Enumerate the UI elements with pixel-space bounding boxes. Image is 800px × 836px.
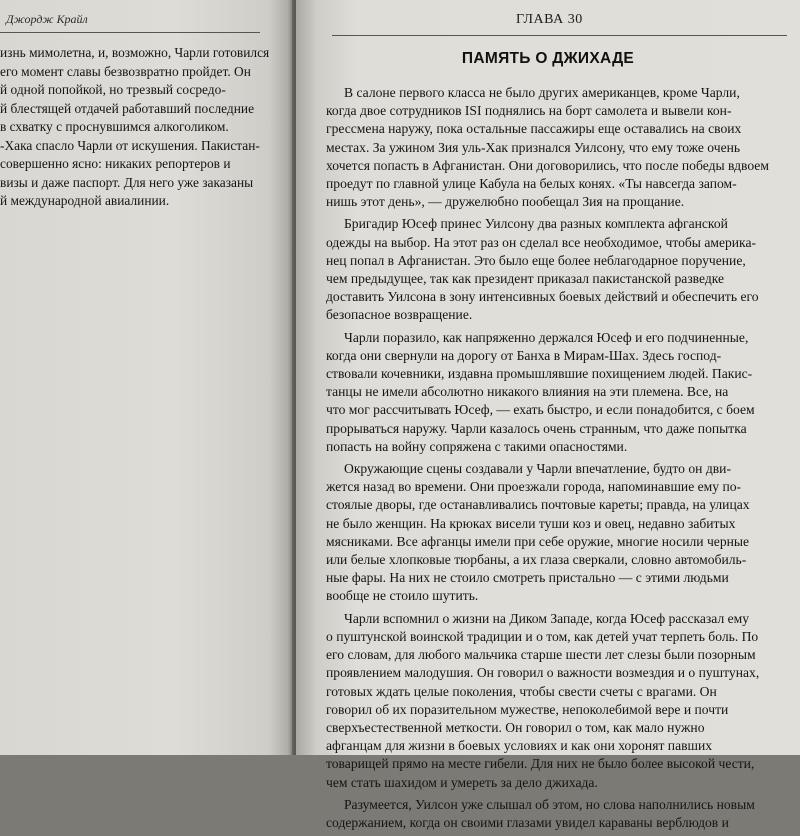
right-page [296,0,800,830]
paragraph [326,329,778,456]
text-line: прорываться наружу. Чарли казалось очень странным, что даже попытка [326,420,747,436]
text-line: говорил об их поразительном мужестве, непоколебимой вере и почти [326,701,729,717]
paragraph [326,84,778,211]
running-header: Джордж Крайл [6,12,88,26]
text-line: визы и даже паспорт. Для него уже заказаны [0,174,254,190]
text-line: готовых ждать целые поколения, чтобы свести счеты с врагами. Он [326,683,717,699]
text-line: когда они свернули на дорогу от Банха в Мирам-Шах. Здесь господ- [326,347,722,363]
text-line: его словам, для любого мальчика старше шести лет слезы были позорным [326,647,756,663]
text-line: нишь этот день», — дружелюбно пообещал Зия на прощание. [326,194,685,210]
text-line: ные фары. На них не стоило смотреть пристально — с этими людьми [326,570,729,586]
text-line: попасть на войну сопряжена с такими опасностями. [326,438,628,454]
text-line: стоялые дворы, где останавливались почтовые кареты; правда, на улицах [326,497,750,513]
text-line: доставить Уилсона в зону интенсивных боевых действий и обеспечить его [326,289,759,305]
text-line: грессмена наружу, пока остальные пассажиры еще оставались на своих [326,121,742,137]
chapter-label: ГЛАВА 30 [516,12,583,27]
text-line: чем стать шахидом и умереть за дело джихада. [326,774,598,790]
paragraph [326,796,778,832]
text-line: проедут по главной улице Кабула на белых конях. «Ты навсегда запом- [326,176,737,192]
header-rule [0,32,260,33]
left-page [0,0,292,755]
text-line: й блестящей отдачей работавший последние [0,100,255,116]
text-line: афганцам для жизни в боевых условиях и как они хоронят павших [326,738,713,754]
text-line: совершенно ясно: никаких репортеров и [0,156,231,171]
text-line: В салоне первого класса не было других американцев, кроме Чарли, [344,85,740,100]
text-line: чем предыдущее, так как президент приказал пакистанской разведке [326,271,725,287]
text-line: й одной попойкой, но трезвый сосредо- [0,82,226,97]
text-line: танцы не имели абсолютно никакого влияния на эти племена. Все, на [326,384,729,400]
text-line: не было женщин. На крюках висели туши коз и овец, недавно забитых [326,515,736,531]
text-line: или белые хлопковые тюрбаны, а их глаза сверкали, словно автомобиль- [326,552,747,568]
text-line: одежды на выбор. На этот раз он сделал все необходимое, чтобы америка- [326,234,757,250]
chapter-body [326,84,778,836]
text-line: что мог рассчитывать Юсеф, — ехать быстро, и если понадобится, с боем [326,402,755,418]
paragraph [326,215,778,324]
text-line: в схватку с проснувшимся алкоголиком. [0,119,229,134]
text-line: проявлением малодушия. Он говорил о важности возмездия и о пуштунах, [326,665,760,681]
text-line: нец попал в Афганистан. Это было еще более неблагодарное поручение, [326,252,746,268]
text-line: безопасное возвращение. [326,307,473,323]
text-line: Окружающие сцены создавали у Чарли впечатление, будто он дви- [344,461,731,477]
text-line: -Хака спасло Чарли от искушения. Пакистан- [0,137,260,153]
text-line: Чарли вспомнил о жизни на Диком Западе, когда Юсеф рассказал ему [344,610,750,626]
text-line: мясниками. Все афганцы имели при себе оружие, многие носили черные [326,533,750,549]
text-line: товарищей прямо на месте гибели. Для них не было более высокой чести, [326,756,755,772]
text-line: Бригадир Юсеф принес Уилсону два разных комплекта афганской [344,216,728,232]
left-page-text [0,44,270,211]
text-line: вообще не стоило шутить. [326,588,479,604]
text-line: хочется попасть в Афганистан. Они договорились, что после победы вдвоем [326,157,769,173]
text-line: й международной авиалинии. [0,193,170,208]
text-line: жется назад во времени. Они проезжали города, напоминавшие ему по- [326,479,742,495]
text-line: когда двое сотрудников ISI поднялись на борт самолета и вывели кон- [326,103,732,119]
text-line: сверхъестественной меткости. Он говорил о том, как мало нужно [326,719,705,735]
text-line: Чарли поразило, как напряженно держался Юсеф и его подчиненные, [344,329,749,345]
paragraph [326,610,778,792]
text-line: изнь мимолетна, и, возможно, Чарли готовился [0,45,270,60]
header-rule [332,35,787,36]
text-line: ствовали кочевники, издавна промышлявшие похищением людей. Пакис- [326,366,753,382]
text-line: о пуштунской воинской традиции и о том, как детей учат терпеть боль. По [326,628,759,644]
text-line: его момент славы безвозвратно пройдет. Он [0,63,251,79]
chapter-title: ПАМЯТЬ О ДЖИХАДЕ [461,50,635,67]
text-line: Разумеется, Уилсон уже слышал об этом, но слова наполнились новым [344,796,755,812]
text-line: содержанием, когда он своими глазами увидел караваны верблюдов и [326,814,729,830]
text-line: местах. За ужином Зия уль-Хак признался Уилсону, что ему тоже очень [326,139,741,155]
paragraph [326,460,778,606]
